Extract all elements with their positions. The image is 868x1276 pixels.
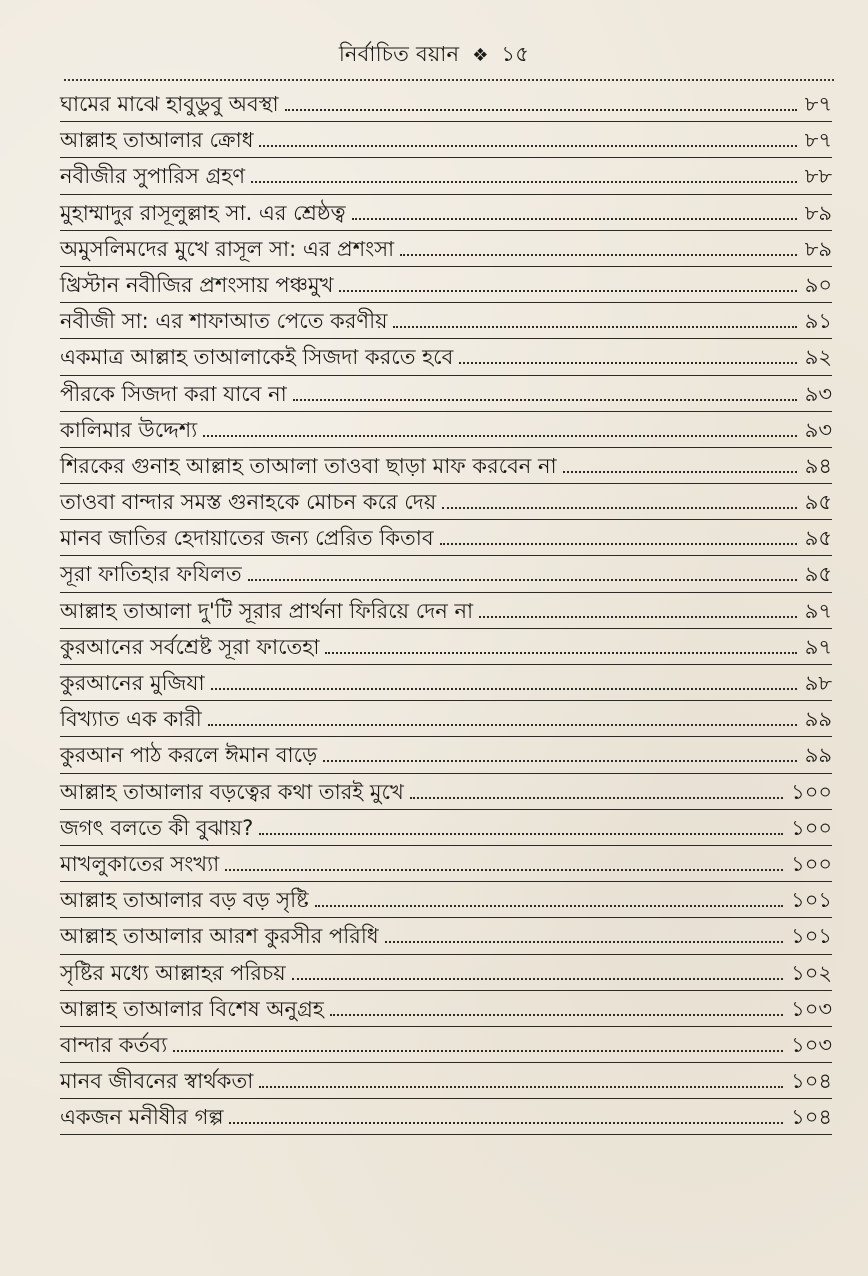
dot-leader bbox=[330, 993, 783, 1016]
book-title: নির্বাচিত বয়ান bbox=[338, 42, 460, 66]
dot-leader bbox=[293, 378, 797, 401]
dot-leader bbox=[400, 233, 797, 256]
toc-entry-title: খ্রিস্টান নবীজির প্রশংসায় পঞ্চমুখ bbox=[60, 272, 334, 297]
toc-entry bbox=[60, 991, 832, 1027]
toc-entry-title: মুহাম্মাদুর রাসূলুল্লাহ সা. এর শ্রেষ্ঠত্ব bbox=[60, 200, 346, 225]
toc-entry bbox=[60, 846, 832, 882]
toc-entry bbox=[60, 520, 832, 556]
toc-entry-page: ১০৪ bbox=[791, 1069, 832, 1094]
toc-entry-page: ১০৩ bbox=[791, 1032, 832, 1057]
toc-entry-title: বিখ্যাত এক কারী bbox=[60, 707, 202, 732]
toc-entry-title: আল্লাহ তাআলার বড়ত্বের কথা তারই মুখে bbox=[60, 779, 404, 804]
dot-leader bbox=[285, 88, 797, 111]
toc-entry-title: মানব জাতির হেদায়াতের জন্য প্রেরিত কিতাব bbox=[60, 526, 434, 551]
toc-entry-title: আল্লাহ তাআলার ক্রোধ bbox=[60, 128, 254, 153]
toc-entry bbox=[60, 629, 832, 665]
dot-leader bbox=[229, 1101, 783, 1124]
toc-entry-title: বান্দার কর্তব্য bbox=[60, 1032, 168, 1057]
running-header bbox=[0, 40, 868, 70]
toc-entry-title: আল্লাহ তাআলার বড় বড় সৃষ্টি bbox=[60, 888, 309, 913]
dot-leader bbox=[410, 776, 783, 799]
toc-entry-page: ৮৭ bbox=[804, 128, 832, 153]
toc-entry-page: ৮৭ bbox=[804, 92, 832, 116]
dot-leader bbox=[563, 450, 797, 473]
toc-entry-page: ১০০ bbox=[791, 815, 832, 840]
toc-entry-page: ৯০ bbox=[804, 272, 832, 297]
toc-entry-page: ৯৯ bbox=[804, 707, 832, 732]
toc-entry bbox=[60, 1099, 832, 1135]
dot-leader bbox=[385, 920, 783, 943]
toc-entry-title: কালিমার উদ্দেশ্য bbox=[60, 417, 198, 442]
toc-entry-page: ৯৫ bbox=[804, 526, 832, 551]
toc-entry bbox=[60, 339, 832, 375]
toc-entry bbox=[60, 195, 832, 231]
toc-entry-title: শিরকের গুনাহ আল্লাহ তাআলা তাওবা ছাড়া মাফ করবেন না bbox=[60, 453, 557, 478]
toc-entry-page: ৯৩ bbox=[804, 381, 832, 406]
dot-leader bbox=[292, 957, 783, 980]
dot-leader bbox=[259, 124, 796, 147]
dot-leader bbox=[248, 558, 797, 581]
toc-entry-title: কুরআনের সর্বশ্রেষ্ট সূরা ফাতেহা bbox=[60, 634, 320, 659]
dot-leader bbox=[259, 1065, 783, 1088]
toc-entry-page: ১০১ bbox=[791, 924, 832, 949]
toc-entry-title: আল্লাহ তাআলার বিশেষ অনুগ্রহ bbox=[60, 996, 324, 1021]
toc-entry bbox=[60, 484, 832, 520]
toc-entry-title: কুরআন পাঠ করলে ঈমান বাড়ে bbox=[60, 743, 318, 768]
toc-entry-page: ৯৪ bbox=[804, 453, 832, 478]
toc-entry-page: ৯৫ bbox=[804, 490, 832, 515]
toc-entry bbox=[60, 737, 832, 773]
toc-entry bbox=[60, 665, 832, 701]
toc-entry-page: ১০০ bbox=[791, 779, 832, 804]
dot-leader bbox=[442, 486, 797, 509]
toc-entry-page: ১০০ bbox=[791, 851, 832, 876]
toc-entry bbox=[60, 376, 832, 412]
toc-entry-page: ১০২ bbox=[791, 960, 832, 985]
toc-entry-page: ৮৮ bbox=[804, 164, 832, 189]
header-divider bbox=[64, 79, 834, 81]
toc-entry-title: আল্লাহ তাআলার আরশ কুরসীর পরিধি bbox=[60, 924, 379, 949]
toc-entry bbox=[60, 882, 832, 918]
dot-leader bbox=[208, 703, 797, 726]
dot-leader bbox=[352, 197, 797, 220]
toc-entry bbox=[60, 1027, 832, 1063]
toc-entry bbox=[60, 267, 832, 303]
toc-entry bbox=[60, 158, 832, 194]
dot-leader bbox=[251, 160, 797, 183]
toc-entry-title: জগৎ বলতে কী বুঝায়? bbox=[60, 815, 254, 840]
toc-entry bbox=[60, 955, 832, 991]
dot-leader bbox=[203, 414, 796, 437]
toc-entry bbox=[60, 918, 832, 954]
dot-leader bbox=[225, 848, 783, 871]
toc-entry bbox=[60, 774, 832, 810]
toc-entry bbox=[60, 448, 832, 484]
dot-leader bbox=[459, 341, 796, 364]
dot-leader bbox=[393, 305, 796, 328]
dot-leader bbox=[259, 812, 783, 835]
toc-entry bbox=[60, 556, 832, 592]
toc-entry-page: ৯৩ bbox=[804, 417, 832, 442]
toc-entry-title: সূরা ফাতিহার ফযিলত bbox=[60, 562, 242, 587]
toc-entry-page: ৯৯ bbox=[804, 743, 832, 768]
toc-entry-page: ৯৭ bbox=[804, 598, 832, 623]
dot-leader bbox=[315, 884, 783, 907]
toc-entry-page: ৮৯ bbox=[804, 236, 832, 261]
toc-entry-title: মানব জীবনের স্বার্থকতা bbox=[60, 1069, 254, 1094]
toc-entry-title: ঘামের মাঝে হাবুডুবু অবস্থা bbox=[60, 92, 279, 116]
toc-entry bbox=[60, 231, 832, 267]
dot-leader bbox=[479, 595, 797, 618]
toc-entry bbox=[60, 593, 832, 629]
toc-entry-title: নবীজী সা: এর শাফাআত পেতে করণীয় bbox=[60, 309, 388, 334]
toc-entry-page: ৮৯ bbox=[804, 200, 832, 225]
toc-entry-title: সৃষ্টির মধ্যে আল্লাহর পরিচয় bbox=[60, 960, 286, 985]
toc-entry-page: ১০৪ bbox=[791, 1105, 832, 1130]
toc-entry-title: অমুসলিমদের মুখে রাসূল সা: এর প্রশংসা bbox=[60, 236, 395, 261]
dot-leader bbox=[325, 631, 796, 654]
dot-leader bbox=[211, 667, 797, 690]
toc-entry-page: ৯১ bbox=[804, 309, 832, 334]
toc-entry-page: ১০১ bbox=[791, 888, 832, 913]
toc-entry-page: ৯৭ bbox=[804, 634, 832, 659]
toc-entry bbox=[60, 303, 832, 339]
toc-entry-page: ৯২ bbox=[804, 345, 832, 370]
toc-entry-title: তাওবা বান্দার সমস্ত গুনাহকে মোচন করে দেয় bbox=[60, 490, 437, 515]
toc-entry-page: ৯৫ bbox=[804, 562, 832, 587]
toc-entry-title: পীরকে সিজদা করা যাবে না bbox=[60, 381, 287, 406]
page-number: ১৫ bbox=[501, 42, 530, 66]
toc-entry-page: ১০৩ bbox=[791, 996, 832, 1021]
toc-entry bbox=[60, 701, 832, 737]
toc-entry-page: ৯৮ bbox=[804, 671, 832, 695]
toc-entry-title: নবীজীর সুপারিস গ্রহণ bbox=[60, 164, 246, 189]
dot-leader bbox=[173, 1029, 783, 1052]
dot-leader bbox=[339, 269, 796, 292]
dot-leader bbox=[440, 522, 797, 545]
dot-leader bbox=[323, 739, 797, 762]
toc-entry bbox=[60, 86, 832, 122]
toc-entry-title: কুরআনের মুজিযা bbox=[60, 671, 205, 695]
toc-entry bbox=[60, 1063, 832, 1099]
toc-entry bbox=[60, 412, 832, 448]
table-of-contents bbox=[60, 86, 832, 1135]
toc-entry-title: একজন মনীষীর গল্প bbox=[60, 1105, 224, 1130]
toc-entry-title: একমাত্র আল্লাহ তাআলাকেই সিজদা করতে হবে bbox=[60, 345, 454, 370]
toc-entry-title: মাখলুকাতের সংখ্যা bbox=[60, 851, 220, 876]
toc-entry-title: আল্লাহ তাআলা দু'টি সূরার প্রার্থনা ফিরিয়ে দেন না bbox=[60, 598, 474, 623]
toc-entry bbox=[60, 810, 832, 846]
ornament-icon: ❖ bbox=[472, 45, 489, 66]
toc-entry bbox=[60, 122, 832, 158]
